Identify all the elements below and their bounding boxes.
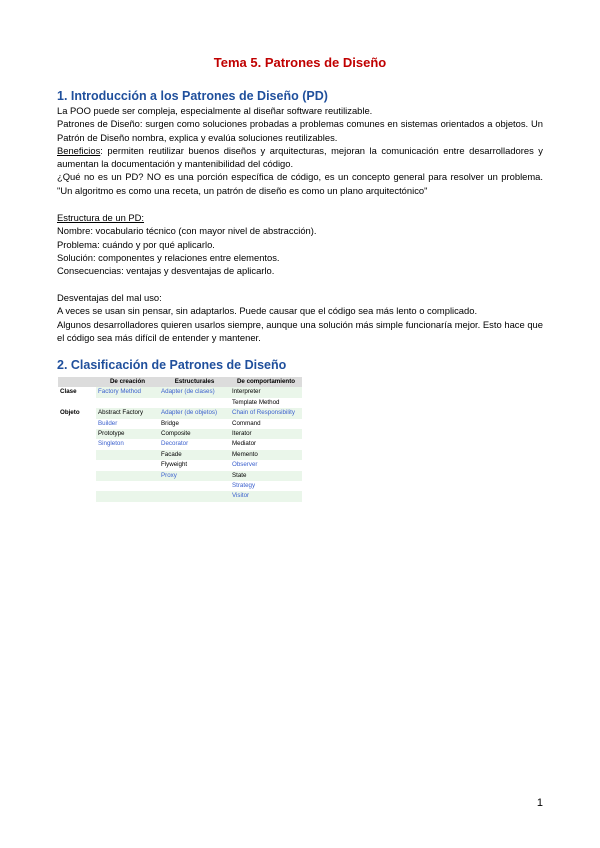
table-cell: Decorator [159,439,230,449]
table-cell: Adapter (de clases) [159,387,230,397]
table-cell [96,491,159,501]
table-cell: Adapter (de objetos) [159,408,230,418]
desventajas-2: Algunos desarrolladores quieren usarlos siempre, aunque una solución más simple funcionaría mejor. Esto hace que el código sea más difícil de entender y mantener. [57,318,543,343]
table-scope-cell [58,439,96,449]
paragraph-que-no-es: ¿Qué no es un PD? NO es una porción específica de código, es un concepto general para resolver un problema. "Un algoritmo es como una receta, un patrón de diseño es como un plano arquitectónico" [57,171,543,196]
table-header-cell: Estructurales [159,377,230,387]
desventajas-label: Desventajas del mal uso: [57,292,162,303]
section-1-heading: 1. Introducción a los Patrones de Diseño (PD) [57,89,328,103]
table-row [58,450,302,460]
table-scope-cell [58,491,96,501]
beneficios-label: Beneficios [57,144,101,156]
paragraph-patrones: Patrones de Diseño: surgen como soluciones probadas a problemas comunes en sistemas orientados a objetos. Un Patrón de Diseño nombra, explica y evalúa soluciones reutilizables. [57,118,543,143]
table-cell [96,471,159,481]
table-cell: Abstract Factory [96,408,159,418]
table-cell: Memento [230,450,302,460]
table-cell: Flyweight [159,460,230,470]
section-2-heading: 2. Clasificación de Patrones de Diseño [57,358,287,372]
table-row [58,398,302,408]
table-header-cell: De comportamiento [230,377,302,387]
estructura-block [57,211,543,277]
table-cell: Bridge [159,419,230,429]
table-cell: Strategy [230,481,302,491]
table-scope-cell [58,481,96,491]
table-header-cell [58,377,96,387]
table-cell [96,398,159,408]
table-scope-cell [58,460,96,470]
table-scope-cell: Objeto [58,408,96,418]
table-cell: Observer [230,460,302,470]
table-scope-cell [58,419,96,429]
paragraph-beneficios [57,144,543,171]
table-cell [96,481,159,491]
table-cell: Builder [96,419,159,429]
table-scope-cell: Clase [58,387,96,397]
table-cell: Proxy [159,471,230,481]
table-cell: Template Method [230,398,302,408]
table-cell: Chain of Responsibility [230,408,302,418]
paragraph-poo: La POO puede ser compleja, especialmente al diseñar software reutilizable. [57,105,373,116]
section-1-body [57,104,543,197]
table-cell [159,481,230,491]
table-cell: Facade [159,450,230,460]
table-cell: Iterator [230,429,302,439]
table-cell [159,491,230,501]
beneficios-text: : permiten reutilizar buenos diseños y arquitecturas, mejoran la comunicación entre desarrolladores y aumentan la documentación y mantenibilidad del código. [57,144,543,170]
table-cell: Interpreter [230,387,302,397]
table-header-cell: De creación [96,377,159,387]
table-row [58,491,302,501]
page-number: 1 [536,797,543,809]
estructura-nombre: Nombre: vocabulario técnico (con mayor nivel de abstracción). [57,225,317,237]
table-row [58,429,302,439]
estructura-solucion: Solución: componentes y relaciones entre elementos. [57,251,280,263]
table-cell: Factory Method [96,387,159,397]
table-cell [96,450,159,460]
table-cell [159,398,230,408]
table-row [58,481,302,491]
table-row [58,419,302,429]
table-cell: Prototype [96,429,159,439]
table-scope-cell [58,429,96,439]
table-cell: Mediator [230,439,302,449]
desventajas-block [57,291,543,344]
table-cell: Command [230,419,302,429]
table-row [58,460,302,470]
classification-table [58,377,302,502]
estructura-label: Estructura de un PD: [57,212,145,223]
table-cell [96,460,159,470]
desventajas-1: A veces se usan sin pensar, sin adaptarlos. Puede causar que el código sea más lento o complicado. [57,305,478,317]
estructura-problema: Problema: cuándo y por qué aplicarlo. [57,238,215,250]
table-row [58,471,302,481]
table-row [58,439,302,449]
table-scope-cell [58,450,96,460]
table-cell: State [230,471,302,481]
table-row [58,408,302,418]
table-scope-cell [58,471,96,481]
table-cell: Singleton [96,439,159,449]
table-header-row [58,377,302,387]
table-row [58,387,302,397]
document-title: Tema 5. Patrones de Diseño [213,55,387,70]
estructura-consecuencias: Consecuencias: ventajas y desventajas de aplicarlo. [57,265,275,277]
table-cell: Visitor [230,491,302,501]
table-cell: Composite [159,429,230,439]
table-scope-cell [58,398,96,408]
